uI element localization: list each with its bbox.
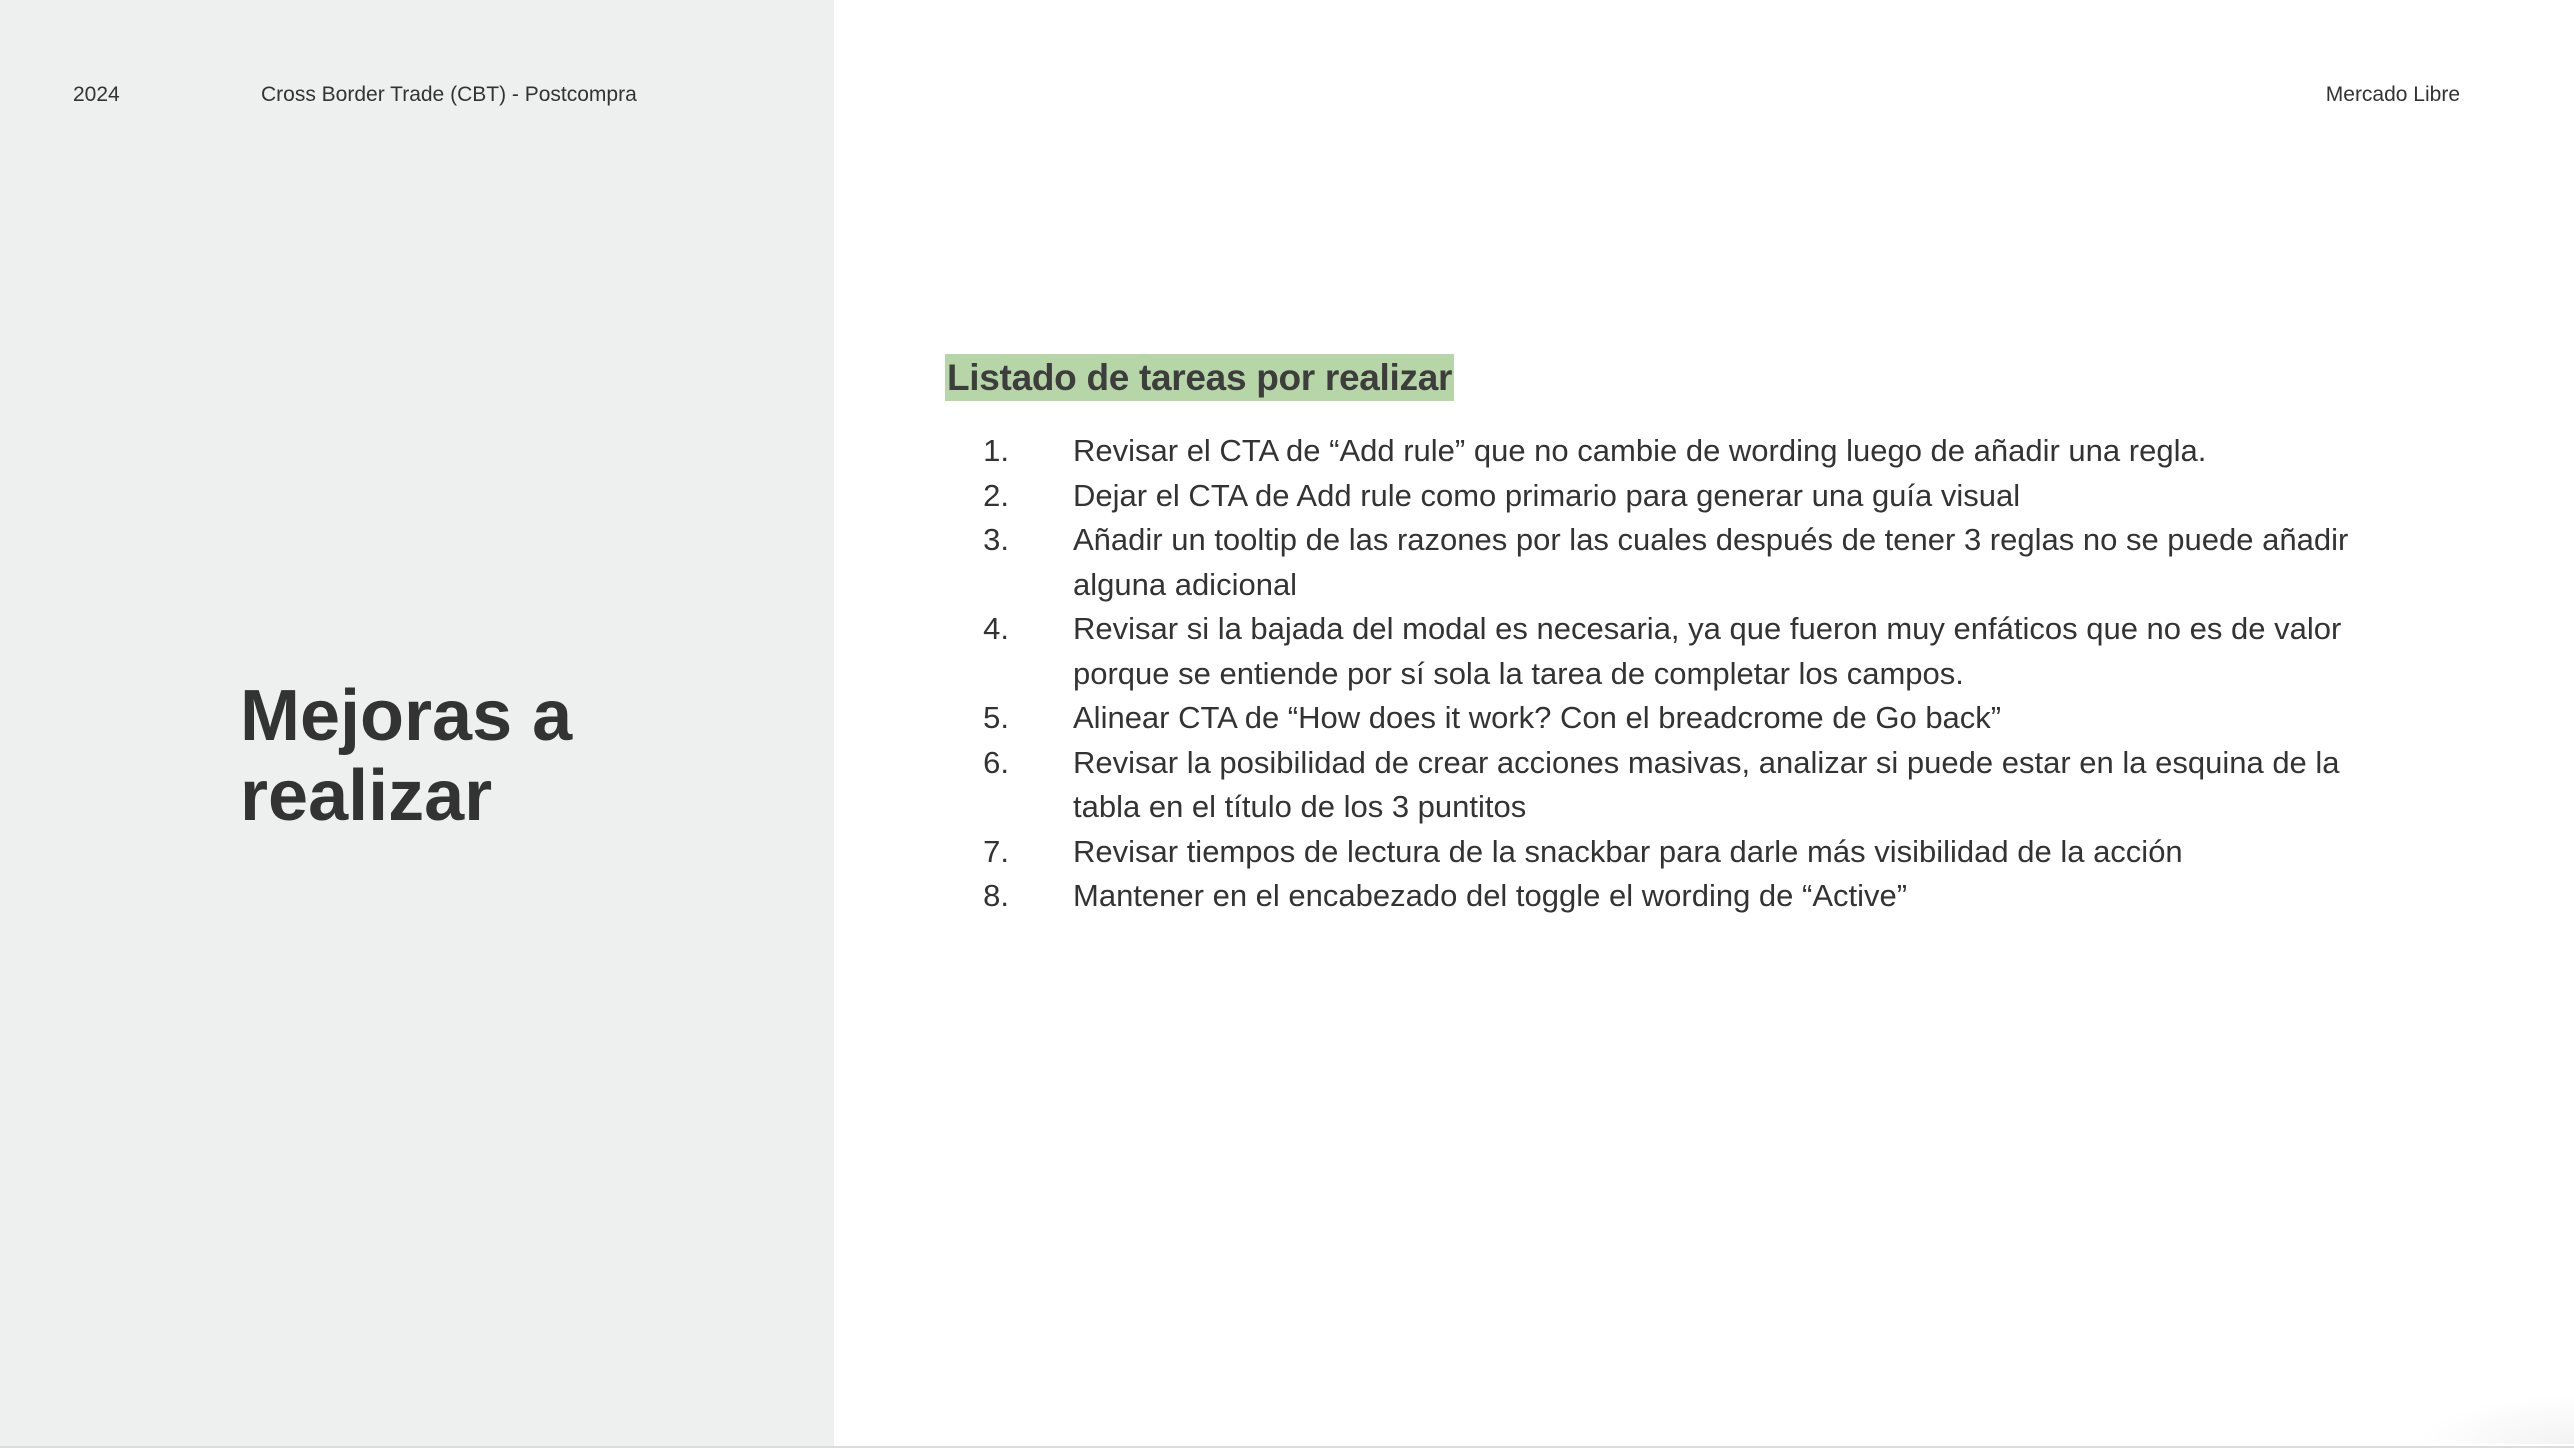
- task-list: [945, 429, 2405, 919]
- list-item-text: Revisar si la bajada del modal es necesaria, ya que fueron muy enfáticos que no es de valor porque se entiende por sí sola la tarea de completar los campos.: [1073, 611, 2342, 691]
- list-item-number: 3.: [983, 522, 1009, 557]
- header-project-title: Cross Border Trade (CBT) - Postcompra: [261, 83, 637, 106]
- list-item-number: 6.: [983, 744, 1009, 780]
- list-item-number: 5.: [983, 700, 1009, 735]
- header-year: 2024: [73, 83, 120, 106]
- list-item-text: Revisar tiempos de lectura de la snackbar para darle más visibilidad de la acción: [1073, 833, 2183, 869]
- list-item-text: Mantener en el encabezado del toggle el wording de “Active”: [1073, 878, 1908, 913]
- list-item-text: Dejar el CTA de Add rule como primario para generar una guía visual: [1073, 477, 2021, 513]
- list-item: [945, 474, 2405, 519]
- list-item-number: 2.: [983, 477, 1009, 513]
- task-section: [945, 354, 2405, 919]
- list-item-number: 7.: [983, 833, 1009, 869]
- task-list-heading: Listado de tareas por realizar: [945, 354, 1454, 401]
- list-item: [945, 429, 2405, 474]
- list-item-number: 1.: [983, 433, 1009, 468]
- list-item: [945, 741, 2405, 830]
- list-item-text: Añadir un tooltip de las razones por las cuales después de tener 3 reglas no se puede añadir alguna adicional: [1073, 522, 2349, 602]
- corner-shadow: [2414, 1394, 2574, 1444]
- list-item-text: Revisar el CTA de “Add rule” que no cambie de wording luego de añadir una regla.: [1073, 433, 2207, 468]
- list-item-text: Revisar la posibilidad de crear acciones masivas, analizar si puede estar en la esquina de la tabla en el título de los 3 puntitos: [1073, 744, 2340, 824]
- list-item-number: 4.: [983, 611, 1009, 646]
- list-item-number: 8.: [983, 878, 1009, 913]
- list-item: [945, 696, 2405, 741]
- list-item: [945, 518, 2405, 607]
- section-title: Mejoras a realizar: [240, 676, 573, 836]
- list-item-text: Alinear CTA de “How does it work? Con el breadcrome de Go back”: [1073, 700, 2002, 735]
- list-item: [945, 607, 2405, 696]
- list-item: [945, 830, 2405, 875]
- list-item: [945, 874, 2405, 919]
- header-brand: Mercado Libre: [2325, 83, 2460, 106]
